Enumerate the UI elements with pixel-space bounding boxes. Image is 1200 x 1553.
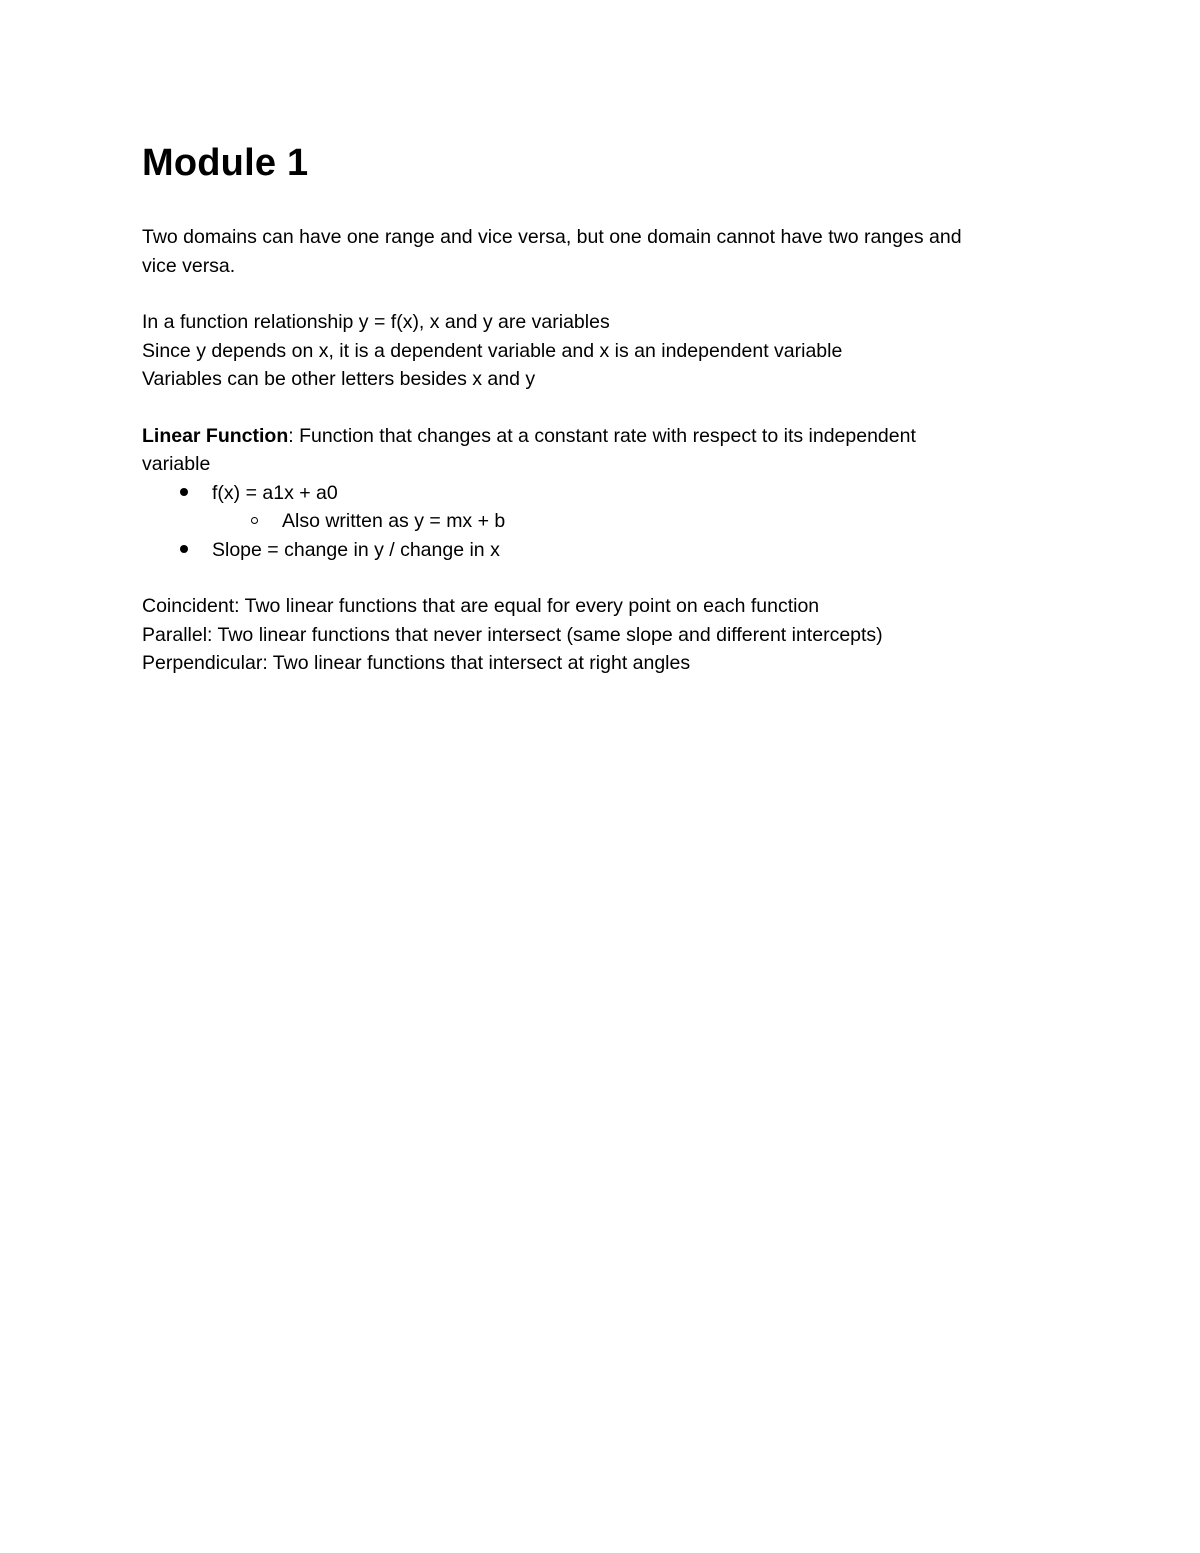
linear-function-definition-continued: variable xyxy=(142,453,211,475)
paragraph-line: Two domains can have one range and vice versa, but one domain cannot have two ranges and xyxy=(142,226,962,248)
paragraph-line: Since y depends on x, it is a dependent variable and x is an independent variable xyxy=(142,339,843,362)
list-item xyxy=(142,479,1062,536)
linear-function-definition-text: : Function that changes at a constant rate with respect to its independent xyxy=(288,424,916,447)
paragraph-line: In a function relationship y = f(x), x and y are variables xyxy=(142,311,610,333)
sub-list-item xyxy=(212,507,1062,536)
paragraph-line: Variables can be other letters besides x and y xyxy=(142,368,536,390)
list-item xyxy=(142,536,1062,565)
document-page xyxy=(142,140,1062,678)
paragraph-line: vice versa. xyxy=(142,254,236,277)
sub-bullet-list xyxy=(212,507,1062,536)
linear-function-definition xyxy=(142,422,1062,479)
sub-list-item-text: Also written as y = mx + b xyxy=(282,510,506,532)
domain-range-paragraph xyxy=(142,223,1062,280)
paragraph-line: Perpendicular: Two linear functions that intersect at right angles xyxy=(142,652,691,674)
list-item-text: Slope = change in y / change in x xyxy=(212,538,500,561)
paragraph-line: Parallel: Two linear functions that never intersect (same slope and different intercepts) xyxy=(142,623,883,646)
linear-function-bullet-list xyxy=(142,479,1062,565)
list-item-text: f(x) = a1x + a0 xyxy=(212,481,338,504)
page-title: Module 1 xyxy=(142,142,309,184)
line-relationships-paragraph xyxy=(142,592,1062,678)
paragraph-line: Coincident: Two linear functions that are equal for every point on each function xyxy=(142,595,820,617)
linear-function-term: Linear Function xyxy=(142,424,289,447)
hollow-bullet-icon xyxy=(249,507,259,536)
bullet-icon xyxy=(179,479,189,508)
bullet-icon xyxy=(179,536,189,565)
variables-paragraph xyxy=(142,308,1062,394)
